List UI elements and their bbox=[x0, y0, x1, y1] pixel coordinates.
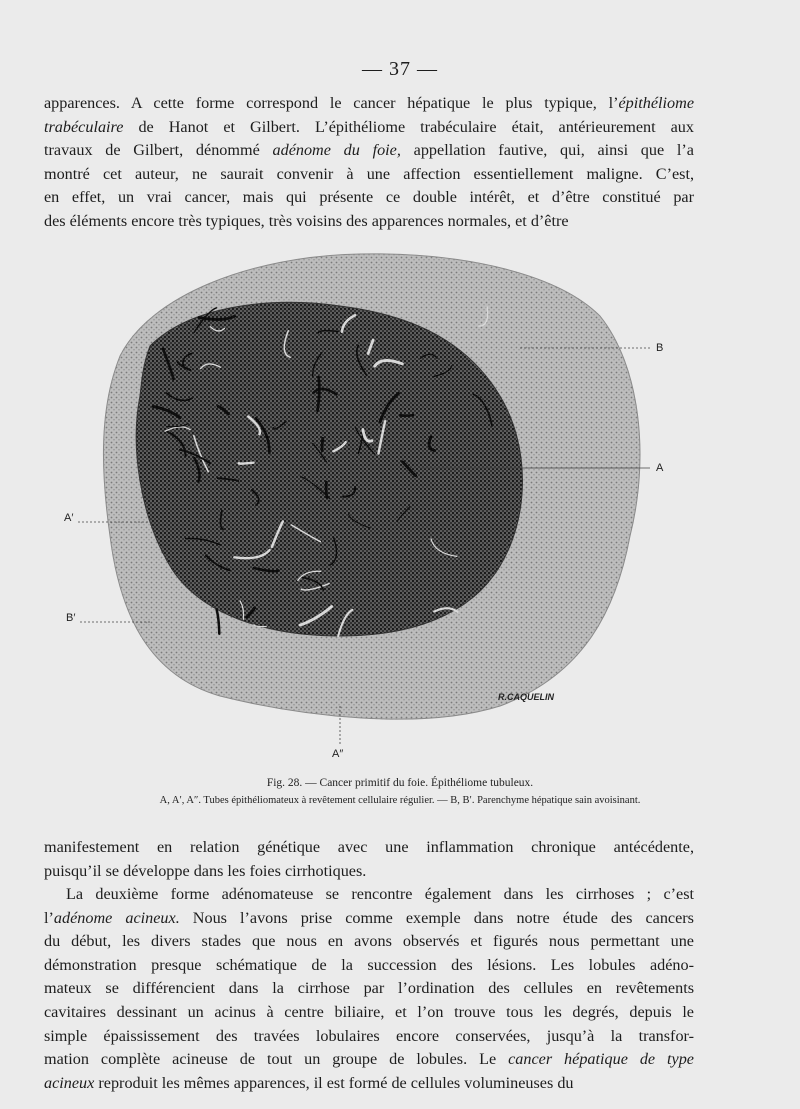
illustrator-signature: R.CAQUELIN bbox=[498, 692, 554, 702]
text-line: La deuxième forme adénomateuse se rencontre également dans les cirrhoses ; c’est bbox=[66, 885, 694, 903]
italic-term: épithéliome bbox=[618, 94, 694, 112]
label-a: A bbox=[656, 462, 664, 474]
text-line: puisqu’il se développe dans les foies cirrhotiques. bbox=[44, 861, 367, 880]
label-a-prime: A′ bbox=[64, 512, 74, 524]
page-number: — 37 — bbox=[362, 58, 438, 80]
text-line: trabéculaire de Hanot et Gilbert. L’épithéliome trabéculaire était, antérieurement aux bbox=[44, 117, 694, 136]
label-b: B bbox=[656, 342, 664, 354]
text-line: du début, les divers stades que nous en avons observés et figurés nous permettant une bbox=[44, 932, 694, 951]
text-line: mateux se différencient dans la cirrhose par l’ordination des cellules en revêtements bbox=[44, 979, 694, 998]
text-line: manifestement en relation génétique avec une inflammation chronique antécédente, bbox=[44, 838, 694, 856]
text-line: démonstration presque schématique de la succession des lésions. Les lobules adéno- bbox=[44, 955, 694, 974]
figure-caption: Fig. 28. — Cancer primitif du foie. Épithéliome tubuleux. bbox=[266, 777, 534, 789]
text-line: mation complète acineuse de tout un groupe de lobules. Le cancer hépatique de type bbox=[44, 1050, 694, 1069]
figure-28 bbox=[0, 236, 800, 776]
label-a-double-prime: A″ bbox=[332, 748, 344, 760]
text-line: travaux de Gilbert, dénommé adénome du foie, appellation fautive, qui, ainsi que l’a bbox=[44, 141, 694, 160]
italic-term: trabéculaire bbox=[44, 117, 124, 136]
paragraph-2 bbox=[44, 836, 694, 883]
tubule bbox=[239, 463, 254, 464]
label-b-prime: B′ bbox=[66, 612, 76, 624]
italic-term: cancer hépatique de type bbox=[508, 1050, 694, 1069]
italic-term: adénome acineux. bbox=[53, 908, 180, 927]
text-line: des éléments encore très typiques, très voisins des apparences normales, et d’être bbox=[44, 211, 569, 230]
histology-illustration bbox=[0, 236, 800, 776]
paragraph-1 bbox=[44, 92, 694, 234]
text-line: acineux reproduit les mêmes apparences, il est formé de cellules volumineuses du bbox=[44, 1073, 574, 1092]
tubule bbox=[400, 415, 413, 416]
figure-legend: A, A′, A″. Tubes épithéliomateux à revêtement cellulaire régulier. — B, B′. Parenchyme hépatique sain avoisinant. bbox=[159, 795, 641, 806]
text-line: en effet, un vrai cancer, mais qui présente ce double intérêt, et d’être constitué par bbox=[44, 188, 694, 207]
italic-term: adénome du foie, bbox=[272, 141, 401, 160]
text-line: apparences. A cette forme correspond le cancer hépatique le plus typique, l’épithéliome bbox=[44, 94, 694, 112]
paragraph-3 bbox=[44, 883, 694, 1095]
text-line: montré cet auteur, ne saurait convenir à une affection essentiellement maligne. C’est, bbox=[44, 164, 694, 183]
italic-term: acineux bbox=[44, 1073, 95, 1092]
text-line: l’adénome acineux. Nous l’avons prise comme exemple dans notre étude des cancers bbox=[44, 908, 694, 927]
text-line: cavitaires dessinant un acinus à centre biliaire, et l’on trouve tous les degrés, depuis le bbox=[44, 1002, 694, 1021]
tubule bbox=[322, 438, 323, 450]
text-line: simple épaississement des travées lobulaires encore conservées, jusqu’à la transfor- bbox=[44, 1026, 694, 1045]
